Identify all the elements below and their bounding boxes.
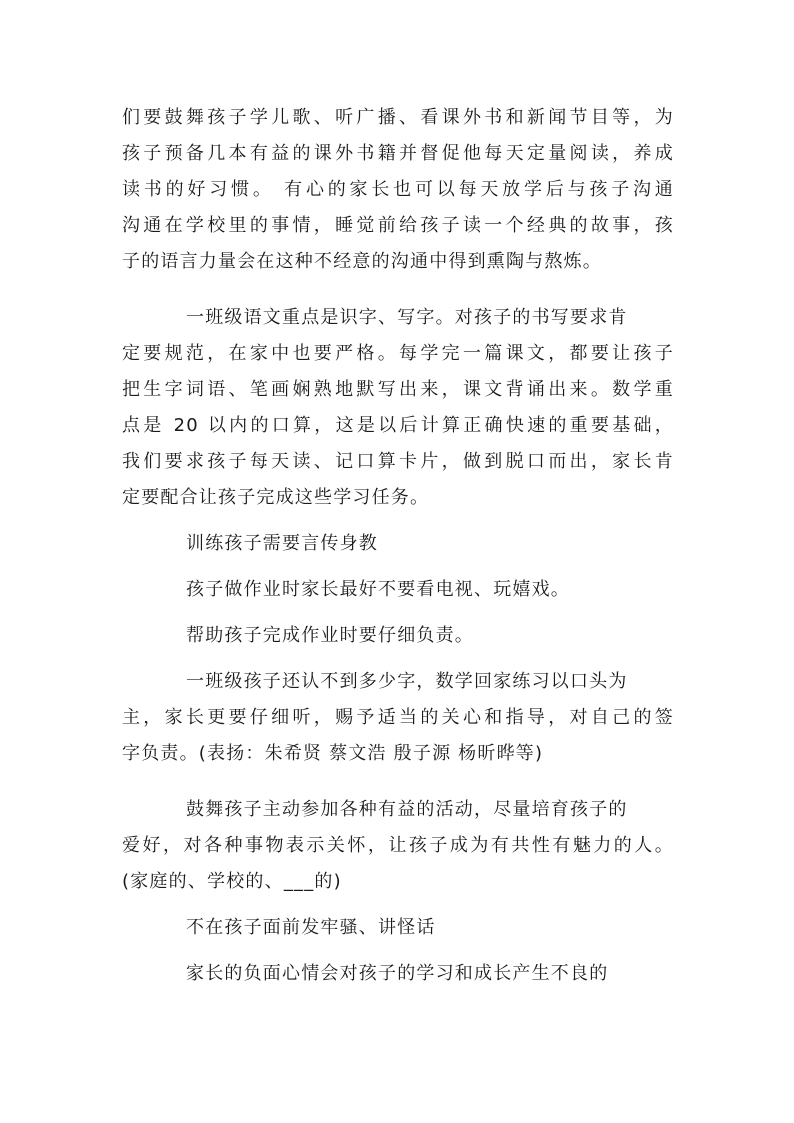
paragraph-first-line: 一班级语文重点是识字、写字。对孩子的书写要求肯 [186,307,628,328]
paragraph-first-line: 孩子做作业时家长最好不要看电视、玩嬉戏。 [186,579,570,600]
text-line: 定要规范，在家中也要严格。每学完一篇课文，都要让孩子 [122,343,674,364]
text-line: 字负责。(表扬：朱希贤 蔡文浩 殷子源 杨昕晔等) [122,743,544,764]
text-line: 爱好，对各种事物表示关怀，让孩子成为有共性有魅力的人。 [122,835,674,856]
paragraph-first-line: 家长的负面心情会对孩子的学习和成长产生不良的 [186,963,609,984]
paragraph-first-line: 鼓舞孩子主动参加各种有益的活动，尽量培育孩子的 [186,799,628,820]
text-line: 孩子预备几本有益的课外书籍并督促他每天定量阅读，养成 [122,143,674,164]
text-line: 子的语言力量会在这种不经意的沟通中得到熏陶与熬炼。 [122,251,602,272]
text-line: 把生字词语、笔画娴熟地默写出来，课文背诵出来。数学重 [122,379,674,400]
paragraph-first-line: 一班级孩子还认不到多少字，数学回家练习以口头为 [186,671,628,692]
text-line: 我们要求孩子每天读、记口算卡片，做到脱口而出，家长肯 [122,451,674,472]
text-line: 点是 20 以内的口算，这是以后计算正确快速的重要基础， [122,415,674,436]
text-line: 们要鼓舞孩子学儿歌、听广播、看课外书和新闻节目等，为 [122,107,674,128]
paragraph-first-line: 帮助孩子完成作业时要仔细负责。 [186,625,474,646]
text-line: 沟通在学校里的事情，睡觉前给孩子读一个经典的故事，孩 [122,215,674,236]
section-heading: 不在孩子面前发牢骚、讲怪话 [186,917,436,938]
text-line: 读书的好习惯。 有心的家长也可以每天放学后与孩子沟通 [122,179,674,200]
section-heading: 训练孩子需要言传身教 [186,533,378,554]
text-line: 定要配合让孩子完成这些学习任务。 [122,487,430,508]
text-line: (家庭的、学校的、___的) [122,871,342,892]
text-line: 主，家长更要仔细听，赐予适当的关心和指导，对自己的签 [122,707,674,728]
